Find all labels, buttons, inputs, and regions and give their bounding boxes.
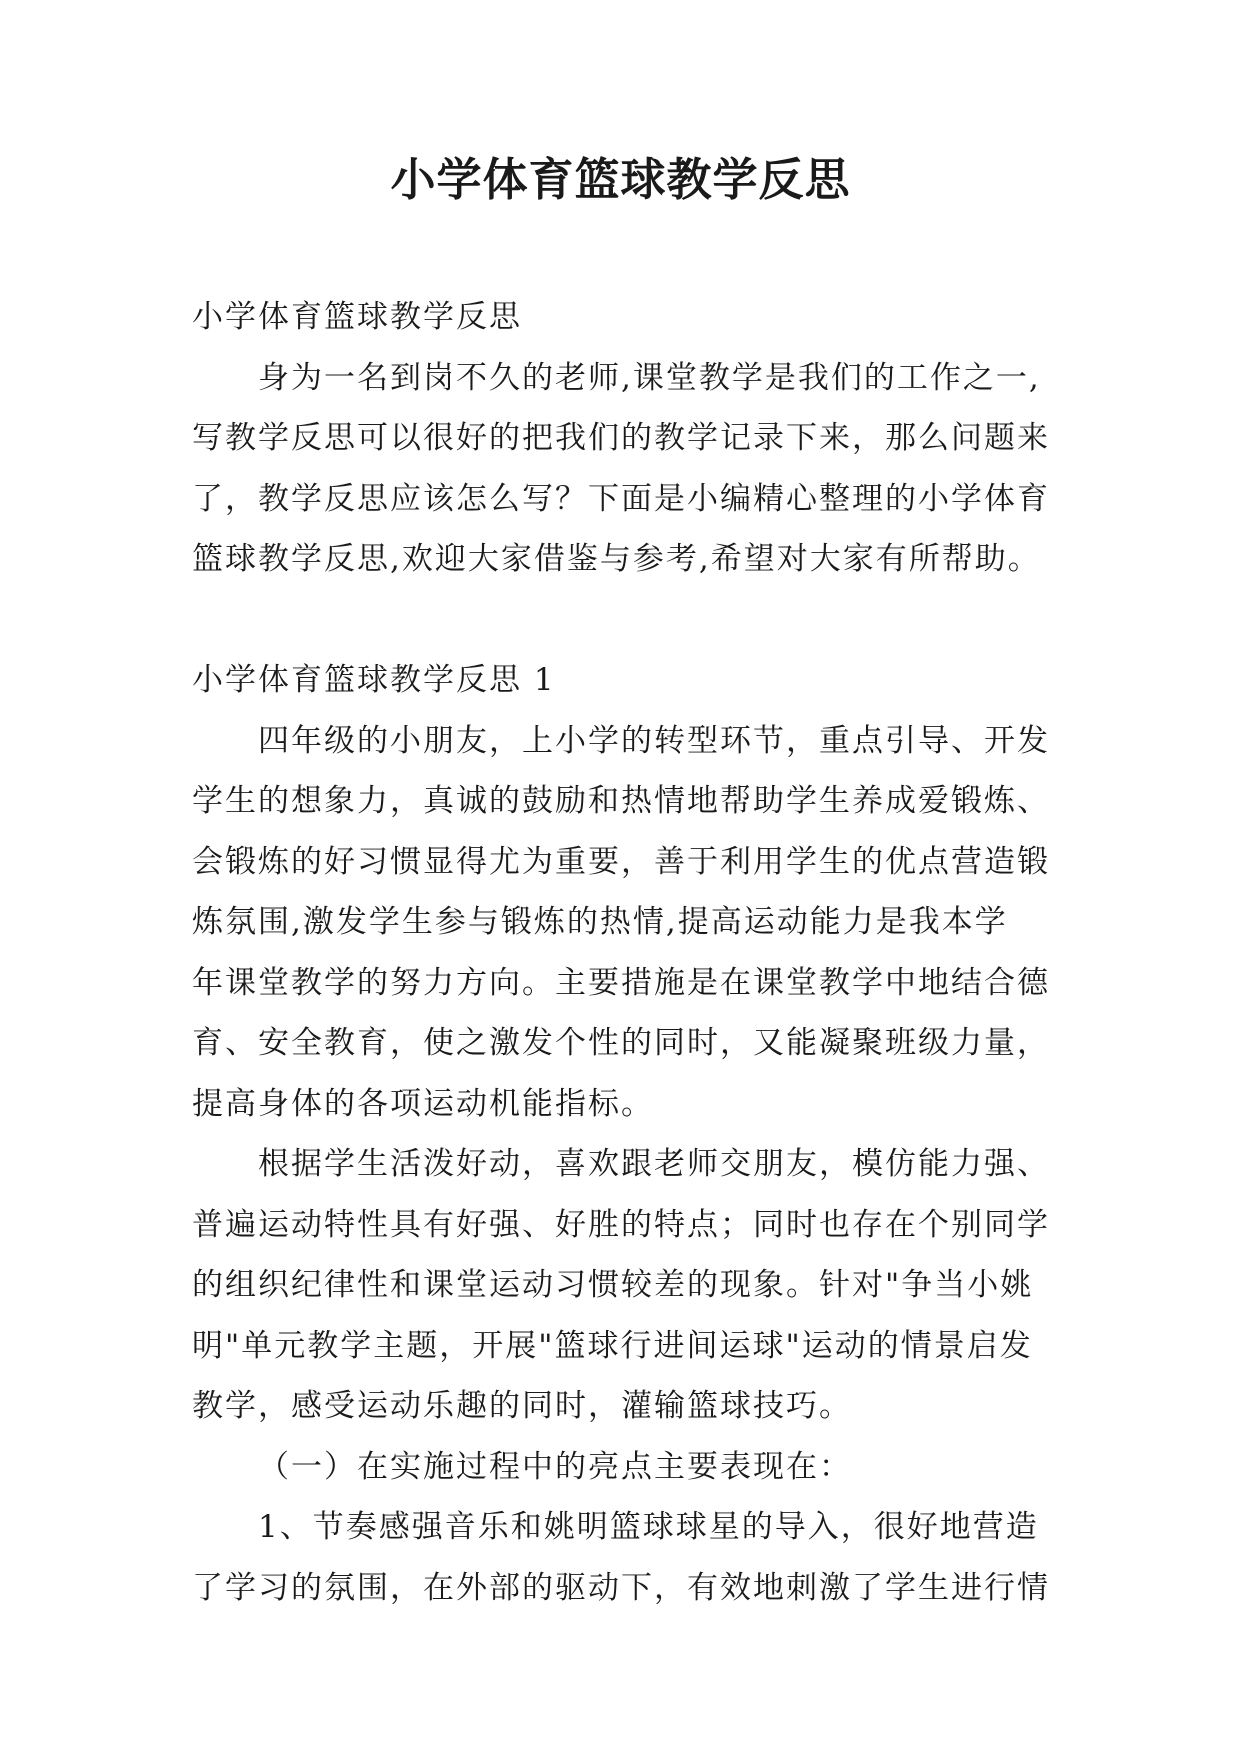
paragraph-line: 育、安全教育，使之激发个性的同时，又能凝聚班级力量， — [192, 1025, 1050, 1061]
document-body — [192, 287, 1052, 1618]
paragraph-line: 教学，感受运动乐趣的同时，灌输篮球技巧。 — [192, 1388, 852, 1424]
intro-paragraph — [192, 348, 1052, 590]
paragraph-line: 普遍运动特性具有好强、好胜的特点；同时也存在个别同学 — [192, 1206, 1050, 1243]
paragraph-line: 炼氛围,激发学生参与锻炼的热情,提高运动能力是我本学 — [192, 904, 1008, 940]
section-paragraph-1 — [192, 711, 1052, 1135]
paragraph-line: 根据学生活泼好动，喜欢跟老师交朋友，模仿能力强、 — [258, 1146, 1050, 1182]
intro-heading: 小学体育篮球教学反思 — [192, 299, 522, 335]
paragraph-line: 年课堂教学的努力方向。主要措施是在课堂教学中地结合德 — [192, 964, 1050, 1001]
document-title: 小学体育篮球教学反思 — [390, 153, 851, 206]
paragraph-line: 了学习的氛围，在外部的驱动下，有效地刺激了学生进行情 — [192, 1569, 1050, 1606]
paragraph-line: 明"单元教学主题，开展"篮球行进间运球"运动的情景启发 — [192, 1327, 1033, 1364]
paragraph-line: 写教学反思可以很好的把我们的教学记录下来，那么问题来 — [192, 420, 1050, 456]
paragraph-line: 篮球教学反思,欢迎大家借鉴与参考,希望对大家有所帮助。 — [192, 541, 1041, 577]
paragraph-line: 了，教学反思应该怎么写？下面是小编精心整理的小学体育 — [192, 480, 1050, 517]
section-heading: 小学体育篮球教学反思 1 — [192, 662, 556, 698]
paragraph-line: 身为一名到岗不久的老师,课堂教学是我们的工作之一, — [258, 359, 1041, 396]
paragraph-line: 四年级的小朋友，上小学的转型环节，重点引导、开发 — [258, 722, 1050, 759]
paragraph-line: 会锻炼的好习惯显得尤为重要，善于利用学生的优点营造锻 — [192, 843, 1050, 880]
section-paragraph-2 — [192, 1134, 1052, 1437]
section-subheading: （一）在实施过程中的亮点主要表现在： — [258, 1448, 852, 1485]
paragraph-line: 的组织纪律性和课堂运动习惯较差的现象。针对"争当小姚 — [192, 1267, 1034, 1303]
paragraph-line: 1、节奏感强音乐和姚明篮球球星的导入，很好地营造 — [258, 1509, 1039, 1545]
paragraph-line: 提高身体的各项运动机能指标。 — [192, 1085, 654, 1122]
section-paragraph-3 — [192, 1497, 1052, 1618]
paragraph-line: 学生的想象力，真诚的鼓励和热情地帮助学生养成爱锻炼、 — [192, 783, 1050, 819]
section-spacer — [192, 590, 1052, 651]
